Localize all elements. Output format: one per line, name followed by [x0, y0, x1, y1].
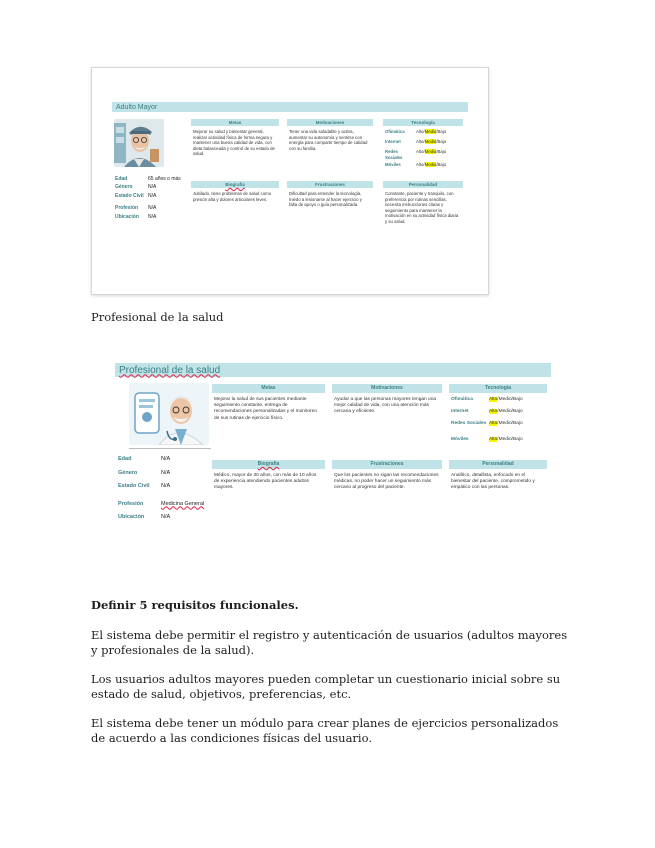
section-biografia: [191, 181, 279, 205]
info-value: N/A: [148, 184, 157, 191]
section-tecnologia: [383, 119, 463, 175]
info-row-ubicacion: [118, 514, 204, 528]
tech-level: Alto/Medio/Bajo: [416, 162, 447, 167]
info-label: Ubicación: [115, 213, 139, 220]
tech-level: Alto/Medio/Bajo: [416, 149, 447, 154]
info-row-profesion: [115, 205, 181, 213]
section-header: Metas: [191, 119, 279, 126]
info-value: N/A: [148, 213, 157, 220]
info-row-estado-civil: [118, 483, 204, 497]
info-label: Estado Civil: [115, 192, 144, 199]
tech-label: Internet: [451, 409, 469, 414]
requirement-paragraph-1: El sistema debe permitir el registro y autenticación de usuarios (adultos mayores y profesionales de la salud).: [91, 628, 568, 657]
section-header: Frustraciones: [332, 460, 442, 469]
persona-card-adulto-mayor: [91, 67, 489, 295]
info-label: Edad: [118, 456, 132, 462]
section-header: Frustraciones: [287, 181, 373, 188]
personal-info: [118, 456, 204, 528]
tech-level: Alto/Medio/Bajo: [416, 129, 447, 134]
section-header: Personalidad: [383, 181, 463, 188]
section-body: Constante, paciente y tranquilo, con preferencia por rutinas sencillas, necesita instrucciones claras y seguimiento para mantener la motivación en su actividad física diaria y su salud.: [385, 191, 459, 224]
info-value: N/A: [161, 469, 171, 476]
section-body: Dificultad para entender la tecnología, miedo a lesionarse al hacer ejercicio y falta de apoyo o guía personalizada.: [289, 191, 362, 208]
section-header: Metas: [212, 384, 325, 393]
tech-label: Móviles: [451, 437, 469, 442]
section-motivaciones: [332, 384, 442, 420]
info-label: Género: [115, 184, 133, 191]
requirements-heading: Definir 5 requisitos funcionales.: [91, 598, 299, 612]
tech-level: Alto/Medio/Bajo: [489, 421, 523, 426]
tech-label: Internet: [385, 139, 401, 144]
requirement-paragraph-3: El sistema debe tener un módulo para crear planes de ejercicios personalizados de acuerdo a las condiciones físicas del usuario.: [91, 716, 559, 745]
section-metas: [212, 384, 325, 426]
elderly-man-portrait: [114, 119, 164, 167]
tech-row-moviles: [451, 437, 545, 449]
info-label: Ubicación: [118, 514, 145, 520]
info-row-genero: [118, 470, 204, 484]
info-label: Género: [118, 469, 138, 476]
section-metas: [191, 119, 279, 160]
info-value: N/A: [161, 456, 171, 462]
section-body: Médico, mayor de 30 años, con más de 10 años de experiencia atendiendo pacientes adultos mayores.: [214, 473, 317, 491]
info-value: 65 años o más: [148, 176, 181, 182]
section-header: Motivaciones: [287, 119, 373, 126]
info-row-genero: [115, 184, 181, 192]
section-tecnologia: [449, 384, 547, 453]
section-body: Mejorar su salud y bienestar general, realizar actividad física de forma segura y mantener una buena calidad de vida, con dieta balanceada y control de su estado de salud.: [193, 129, 275, 157]
section-motivaciones: [287, 119, 373, 154]
requirement-paragraph-2: Los usuarios adultos mayores pueden completar un cuestionario inicial sobre su estado de salud, objetivos, preferencias, etc.: [91, 672, 561, 701]
info-value: N/A: [161, 483, 171, 489]
personal-info: [115, 176, 181, 222]
section-body: Tener una vida saludable y activa, aumentar su autonomía y sentirse con energía para compartir tiempo de calidad con su familia.: [289, 129, 368, 151]
info-label: Estado Civil: [118, 483, 150, 489]
section-frustraciones: [287, 181, 373, 211]
info-value: N/A: [161, 514, 171, 520]
tech-label: Redes Sociales: [451, 421, 487, 426]
persona-title-bar: [115, 363, 551, 377]
persona-title-bar: [112, 102, 468, 112]
info-value: N/A: [148, 205, 157, 212]
persona-card-profesional-salud: [115, 360, 551, 525]
info-row-edad: [118, 456, 204, 470]
tech-level: Alto/Medio/Bajo: [489, 409, 523, 414]
tech-level: Alto/Medio/Bajo: [489, 397, 523, 402]
section-header: Personalidad: [449, 460, 547, 469]
section-header: Biografía: [212, 460, 325, 469]
section-body: Ayudar a que las personas mayores tengan una mejor calidad de vida, con una atención más cercana y eficiente.: [334, 397, 437, 415]
section-biografia: [212, 460, 325, 496]
tech-row-redes: [385, 149, 461, 162]
section-personalidad: [383, 181, 463, 228]
tech-row-moviles: [385, 162, 461, 172]
tech-label: Ofimática: [451, 397, 473, 402]
tech-row-ofimatica: [451, 397, 545, 409]
info-row-estado-civil: [115, 193, 181, 201]
tech-label: Redes Sociales: [385, 149, 403, 160]
tech-row-internet: [385, 139, 461, 149]
section-body: Mejorar la salud de sus pacientes mediante seguimiento constante, entrega de recomendaciones personalizadas y el monitoreo de sus rutinas de ejercicio físico.: [214, 397, 317, 421]
persona-title: Profesional de la salud: [119, 364, 221, 376]
tech-level: Alto/Medio/Bajo: [489, 437, 523, 442]
section-personalidad: [449, 460, 547, 496]
tech-level: Alto/Medio/Bajo: [416, 139, 447, 144]
section-body: [449, 393, 547, 453]
info-label: Profesión: [115, 205, 139, 212]
info-row-ubicacion: [115, 214, 181, 222]
tech-row-ofimatica: [385, 129, 461, 139]
section-frustraciones: [332, 460, 442, 496]
info-row-profesion: [118, 501, 204, 515]
section-body: [383, 126, 463, 175]
info-row-edad: [115, 176, 181, 184]
figure-caption: Profesional de la salud: [91, 310, 224, 324]
info-value: Medicina General: [161, 500, 205, 507]
section-body: Que los pacientes no sigan las recomendaciones médicas, no poder hacer un seguimiento más cercano al progreso del paciente.: [334, 473, 439, 491]
info-value: N/A: [148, 192, 157, 199]
doctor-portrait: [129, 383, 209, 445]
section-header: Tecnología: [383, 119, 463, 126]
section-header: Biografía: [191, 181, 279, 188]
persona-title: Adulto Mayor: [116, 103, 158, 111]
info-label: Profesión: [118, 500, 144, 507]
tech-row-redes: [451, 421, 545, 437]
tech-row-internet: [451, 409, 545, 421]
section-header: Tecnología: [449, 384, 547, 393]
section-body: Analítico, detallista, enfocado en el bienestar del paciente, comprometido y empático con las personas.: [451, 473, 535, 491]
section-header: Motivaciones: [332, 384, 442, 393]
info-label: Edad: [115, 176, 128, 182]
tech-label: Móviles: [385, 162, 401, 167]
section-body: Jubilado, tiene problemas de salud como presión alta y dolores articulares leves.: [193, 191, 272, 202]
tech-label: Ofimática: [385, 129, 405, 134]
